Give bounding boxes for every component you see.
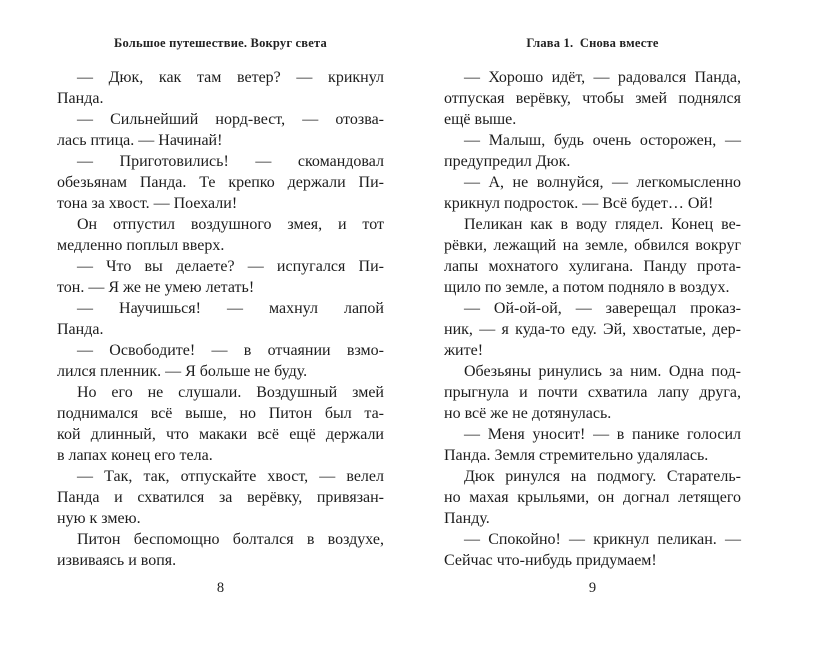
- text-line: Он отпустил воздушного змея, и тот: [77, 216, 384, 233]
- text-line: медленно поплыл вверх.: [57, 237, 225, 254]
- page-number-right: 9: [588, 580, 597, 596]
- page-number-left: 8: [216, 580, 225, 596]
- text-line: Обезьяны ринулись за ним. Одна под-: [464, 363, 741, 380]
- text-line: — Сильнейший норд-вест, — отозва-: [77, 111, 384, 128]
- text-line: — Освободите! — в отчаянии взмо-: [77, 342, 384, 359]
- text-line: лился пленник. — Я больше не буду.: [57, 363, 308, 380]
- text-line: ник, — я куда-то еду. Эй, хвостатые, дер-: [444, 321, 741, 338]
- text-line: тон. — Я же не умею летать!: [57, 279, 255, 296]
- text-line: Пеликан как в воду глядел. Конец ве-: [464, 216, 741, 233]
- text-line: — Меня уносит! — в панике голосил: [464, 426, 741, 443]
- text-line: крикнул подросток. — Всё будет… Ой!: [444, 195, 714, 212]
- text-line: Панда и схватился за верёвку, привязан-: [57, 489, 384, 506]
- text-line: Но его не слушали. Воздушный змей: [77, 384, 384, 401]
- page-left-text: [57, 67, 384, 571]
- running-header-right: Глава 1. Снова вместе: [526, 36, 659, 50]
- text-line: щило по земле, а потом подняло в воздух.: [444, 279, 730, 296]
- text-line: но махая крыльями, он догнал летящего: [444, 489, 741, 506]
- text-line: Панда. Земля стремительно удалялась.: [444, 447, 709, 464]
- text-line: извиваясь и вопя.: [57, 552, 177, 569]
- text-line: но всё же не дотянулась.: [444, 405, 612, 422]
- text-line: рёвки, лежащий на земле, обвился вокруг: [444, 237, 741, 254]
- text-line: Дюк ринулся на подмогу. Старатель-: [464, 468, 741, 485]
- text-line: Питон беспомощно болтался в воздухе,: [77, 531, 384, 548]
- text-line: ещё выше.: [444, 111, 517, 128]
- text-line: — Дюк, как там ветер? — крикнул: [77, 69, 384, 86]
- text-line: в лапах конец его тела.: [57, 447, 213, 464]
- text-line: тона за хвост. — Поехали!: [57, 195, 238, 212]
- text-line: — Что вы делаете? — испугался Пи-: [77, 258, 384, 275]
- text-line: Сейчас что-нибудь придумаем!: [444, 552, 657, 569]
- text-line: жите!: [444, 342, 484, 359]
- text-line: — Хорошо идёт, — радовался Панда,: [464, 69, 741, 86]
- running-header-left: Большое путешествие. Вокруг света: [114, 36, 327, 50]
- text-line: предупредил Дюк.: [444, 153, 571, 170]
- text-line: Панда.: [57, 90, 104, 107]
- text-line: лапы мохнатого хулигана. Панду прота-: [444, 258, 741, 275]
- text-line: — Так, так, отпускайте хвост, — велел: [77, 468, 384, 485]
- text-line: — Приготовились! — скомандовал: [77, 153, 384, 170]
- text-line: — Ой-ой-ой, — заверещал проказ-: [464, 300, 741, 317]
- text-line: прыгнула и почти схватила лапу друга,: [444, 384, 741, 401]
- text-line: — Малыш, будь очень осторожен, —: [464, 132, 741, 149]
- text-line: — А, не волнуйся, — легкомысленно: [464, 174, 741, 191]
- text-line: Панду.: [444, 510, 490, 527]
- text-line: обезьянам Панда. Те крепко держали Пи-: [57, 174, 384, 191]
- page-right-text: [444, 67, 741, 571]
- text-line: ную к змею.: [57, 510, 141, 527]
- text-line: — Научишься! — махнул лапой: [77, 300, 384, 317]
- text-line: Панда.: [57, 321, 104, 338]
- text-line: отпуская верёвку, чтобы змей поднялся: [444, 90, 741, 107]
- text-line: лась птица. — Начинай!: [57, 132, 223, 149]
- text-line: поднимался всё выше, но Питон был та-: [57, 405, 384, 422]
- text-line: кой длинный, что макаки всё ещё держали: [57, 426, 384, 443]
- text-line: — Спокойно! — крикнул пеликан. —: [464, 531, 741, 548]
